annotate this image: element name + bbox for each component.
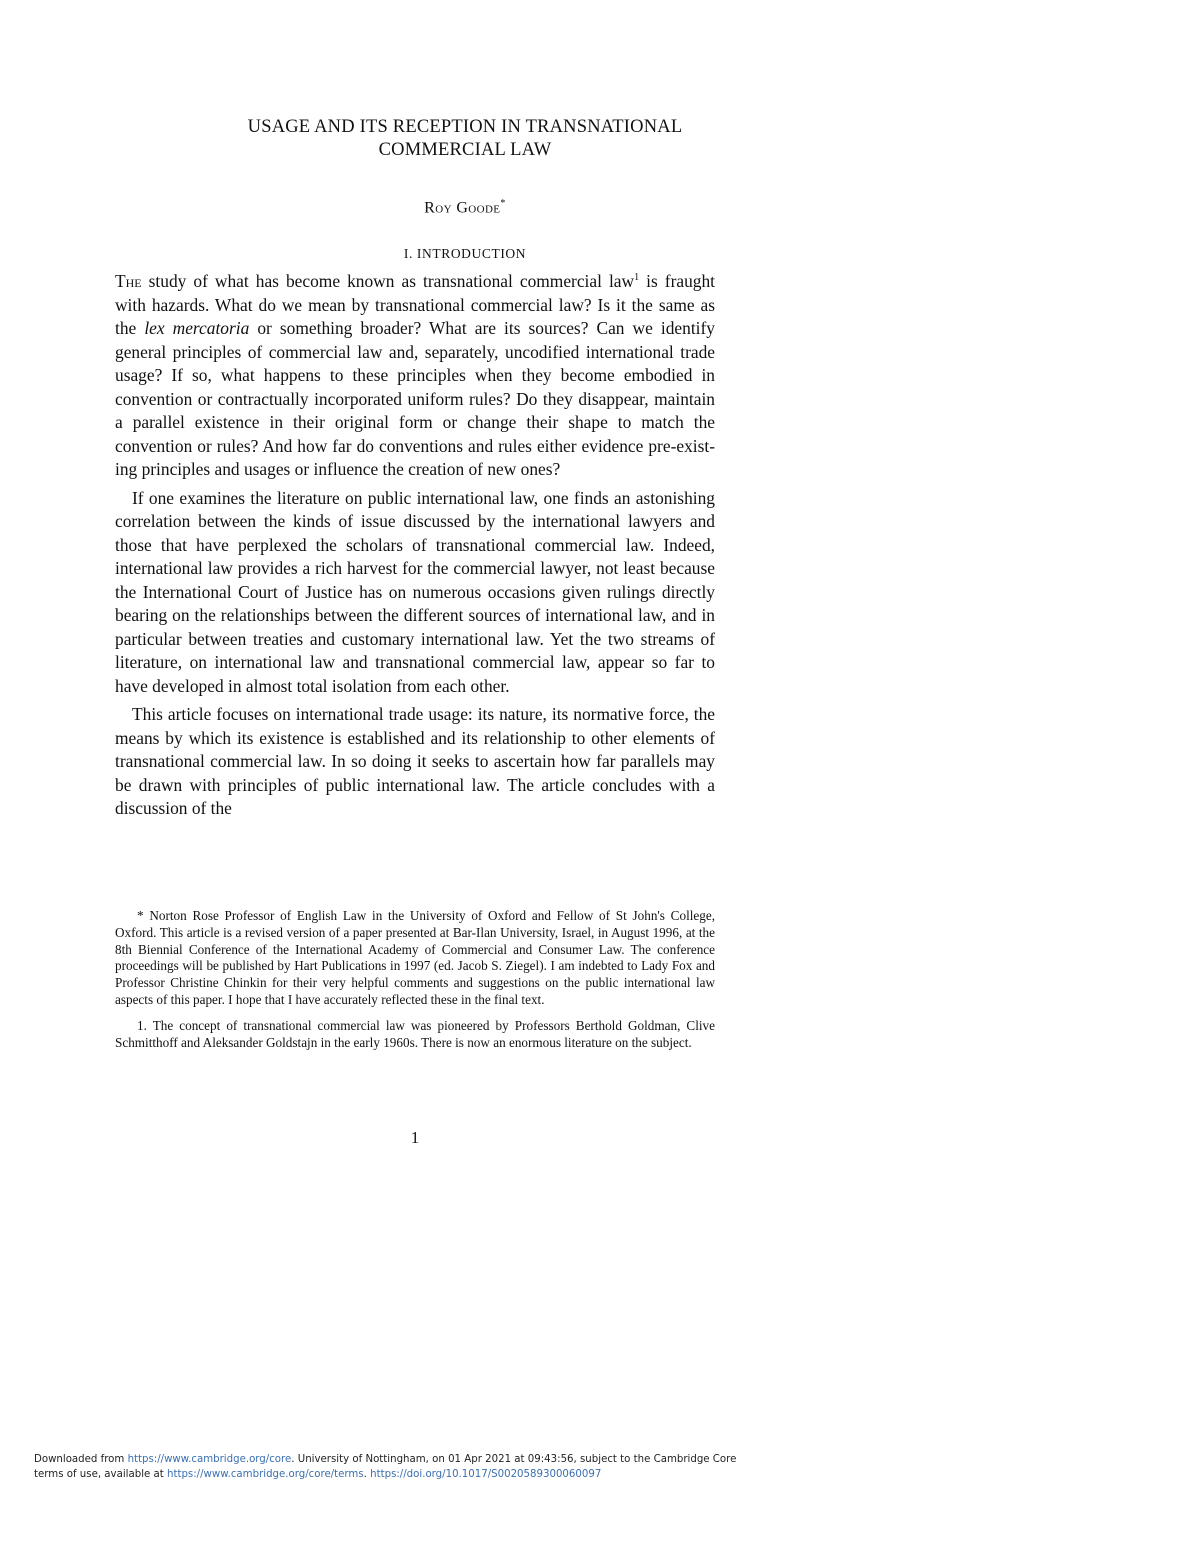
- author-footnote-mark: *: [500, 198, 506, 209]
- article-title-line-2: COMMERCIAL LAW: [378, 140, 552, 160]
- footnote-author-mark: *: [137, 908, 144, 923]
- article-author: [115, 198, 815, 217]
- terms-text: terms of use, available at: [34, 1468, 168, 1480]
- body-paragraph-1: [115, 270, 715, 482]
- doi-link[interactable]: https://doi.org/10.1017/S0020589300060097: [370, 1468, 602, 1480]
- article-title-line-1: USAGE AND ITS RECEPTION IN TRANSNATIONAL: [247, 117, 683, 137]
- download-text: Downloaded from: [34, 1454, 128, 1465]
- terms-link[interactable]: https://www.cambridge.org/core/terms: [167, 1468, 364, 1480]
- paragraph-1-text-b: is fraught with hazards. What do we mean by transnational commercial law? Is it the same as the: [115, 271, 715, 338]
- footnote-author-text: Norton Rose Professor of English Law in the University of Oxford and Fellow of St John's College, Oxford. This article is a revised version of a paper presented at Bar-Ilan University, Israel, in August 1996, at the 8th Biennial Conference of the International Academy of Commercial and Consumer Law. The conference proceedings will be published by Hart Publications in 1997 (ed. Jacob S. Ziegel). I am indebted to Lady Fox and Professor Christine Chinkin for their very helpful comments and suggestions on the public international law aspects of this paper. I hope that I have accurately reflected these in the final text.: [115, 908, 715, 1007]
- footnote-1-text: The concept of transnational commercial law was pioneered by Professors Berthold Goldman, Clive Schmitthoff and Aleksander Goldstajn in the early 1960s. There is now an enormous literature on the subject.: [115, 1017, 715, 1050]
- footnote-1: [115, 1018, 715, 1052]
- article-title: [115, 116, 815, 162]
- download-notice: [34, 1453, 934, 1482]
- section-heading: I. INTRODUCTION: [403, 246, 527, 261]
- cambridge-core-link[interactable]: https://www.cambridge.org/core: [127, 1454, 292, 1465]
- paragraph-1-text-c: or something broader? What are its sources? Can we identify general principles of commercial law and, separately, uncodified international trade usage? If so, what happens to these principles when they become embodied in convention or contractually incorporated uniform rules? Do they disappear, maintain a parallel existence in their original form or change their shape to match the convention or rules? And how far do conventions and rules either evidence pre-existing principles and usages or influence the creation of new ones?: [115, 318, 715, 479]
- italic-term: lex mercatoria: [144, 318, 250, 338]
- footnote-author: [115, 908, 715, 1009]
- footnote-ref-1: 1: [634, 272, 640, 284]
- download-notice-line-1: [34, 1453, 934, 1468]
- footnote-1-mark: 1.: [137, 1017, 147, 1033]
- body-paragraph-3: This article focuses on international trade usage: its nature, its normative force, the means by which its existence is established and its relationship to other elements of transnational commercial law. In so doing it seeks to ascertain how far parallels may be drawn with principles of public international law. The article concludes with a discussion of the: [115, 704, 715, 818]
- paragraph-lead-word: The: [115, 271, 142, 291]
- separator-text: .: [363, 1468, 371, 1480]
- download-text: . University of Nottingham, on 01 Apr 2021 at 09:43:56, subject to the Cambridge Core: [291, 1454, 737, 1465]
- body-paragraph-2: If one examines the literature on public international law, one finds an astonishing correlation between the kinds of issue discussed by the international lawyers and those that have perplexed the scholars of transnational commercial law. Indeed, international law provides a rich harvest for the commercial lawyer, not least because the International Court of Justice has on numerous occasions given rulings directly bearing on the relationships between the different sources of international law, and in particular between treaties and customary international law. Yet the two streams of literature, on international law and transnational commercial law, appear so far to have developed in almost total isolation from each other.: [115, 487, 715, 696]
- download-notice-line-2: [34, 1468, 934, 1483]
- page-number: 1: [410, 1128, 420, 1147]
- paragraph-1-text-a: study of what has become known as transnational commercial law: [141, 271, 635, 291]
- footnotes: [115, 908, 715, 1060]
- article-body: [115, 270, 715, 826]
- author-name: Roy Goode: [424, 199, 501, 217]
